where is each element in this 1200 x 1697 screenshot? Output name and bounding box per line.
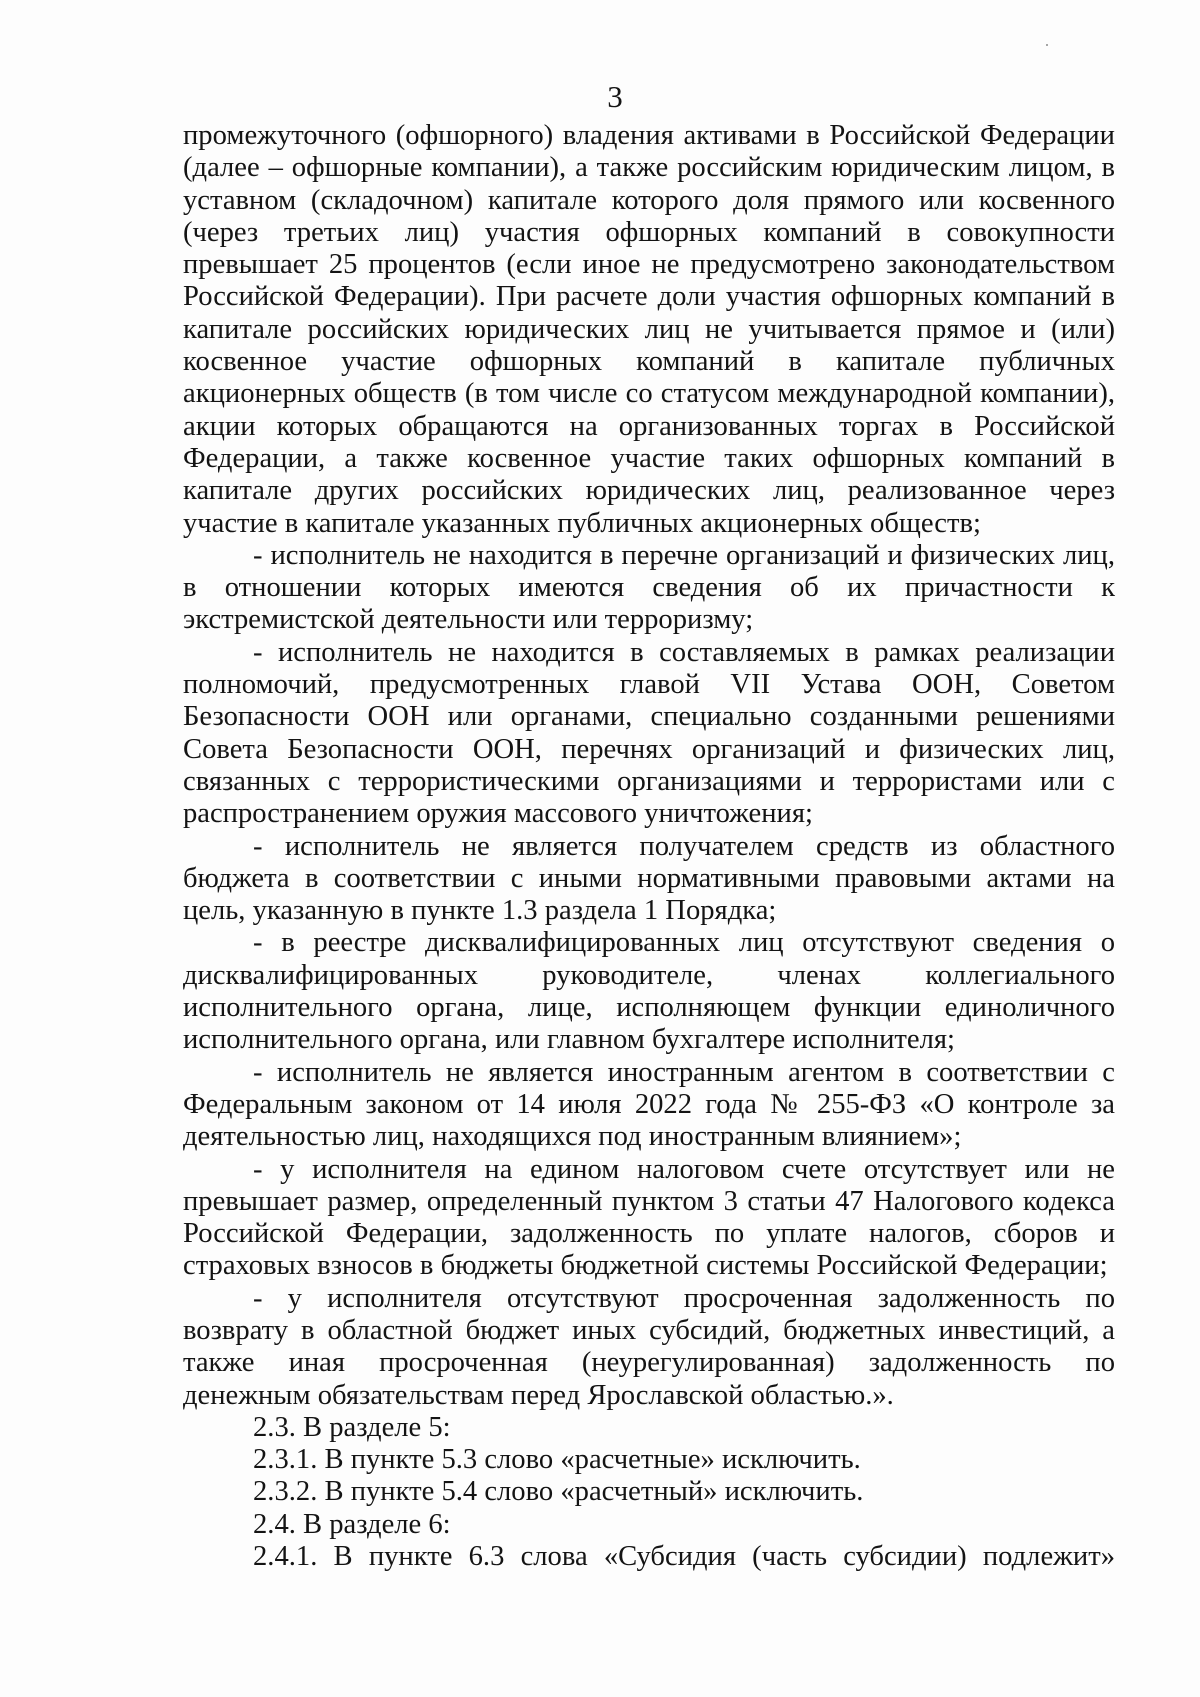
paragraph-offshore-definition: промежуточного (офшорного) владения активами в Российской Федерации (далее – офшорные компании), а также российским юридическим лицом, в уставном (складочном) капитале которого доля прямого или косвенного (через третьих лиц) участия офшорных компаний в совокупности превышает 25 процентов (если иное не предусмотрено законодательством Российской Федерации). При расчете доли участия офшорных компаний в капитале российских юридических лиц не учитывается прямое и (или) косвенное участие офшорных компаний в капитале публичных акционерных обществ (в том числе со статусом международной компании), акции которых обращаются на организованных торгах в Российской Федерации, а также косвенное участие таких офшорных компаний в капитале других российских юридических лиц, реализованное через участие в капитале указанных публичных акционерных обществ;: [183, 120, 1115, 539]
paragraph-point-5-4: 2.3.2. В пункте 5.4 слово «расчетный» исключить.: [253, 1476, 864, 1508]
paragraph-section-5: 2.3. В разделе 5:: [253, 1411, 451, 1443]
paragraph-section-6: 2.4. В разделе 6:: [253, 1508, 451, 1540]
paragraph-regional-budget-funds: - исполнитель не является получателем средств из областного бюджета в соответствии с иными нормативными правовыми актами на цель, указанную в пункте 1.3 раздела 1 Порядка;: [183, 830, 1115, 927]
paragraph-overdue-debt: - у исполнителя отсутствуют просроченная задолженность по возврату в областной бюджет иных субсидий, бюджетных инвестиций, а также иная просроченная (неурегулированная) задолженность по денежным обязательствам перед Ярославской областью.».: [183, 1282, 1115, 1411]
document-body: [183, 120, 1115, 1573]
paragraph-un-security-council-list: - исполнитель не находится в составляемых в рамках реализации полномочий, предусмотренных главой VII Устава ООН, Советом Безопасности ООН или органами, специально созданными решениями Совета Безопасности ООН, перечнях организаций и физических лиц, связанных с террористическими организациями и террористами или с распространением оружия массового уничтожения;: [183, 636, 1115, 830]
paragraph-tax-debt: - у исполнителя на едином налоговом счете отсутствует или не превышает размер, определенный пунктом 3 статьи 47 Налогового кодекса Российской Федерации, задолженность по уплате налогов, сборов и страховых взносов в бюджеты бюджетной системы Российской Федерации;: [183, 1153, 1115, 1282]
paragraph-point-5-3: 2.3.1. В пункте 5.3 слово «расчетные» исключить.: [253, 1444, 861, 1476]
paragraph-disqualified-persons: - в реестре дисквалифицированных лиц отсутствуют сведения о дисквалифицированных руководителе, членах коллегиального исполнительного органа, лице, исполняющем функции единоличного исполнительного органа, или главном бухгалтере исполнителя;: [183, 927, 1115, 1056]
paragraph-extremism-list: - исполнитель не находится в перечне организаций и физических лиц, в отношении которых имеются сведения об их причастности к экстремистской деятельности или терроризму;: [183, 539, 1115, 636]
paragraph-foreign-agent: - исполнитель не является иностранным агентом в соответствии с Федеральным законом от 14 июля 2022 года № 255-ФЗ «О контроле за деятельностью лиц, находящихся под иностранным влиянием»;: [183, 1056, 1115, 1153]
paragraph-point-6-3: 2.4.1. В пункте 6.3 слова «Субсидия (часть субсидии) подлежит»: [253, 1541, 1115, 1573]
scan-speck: [1046, 44, 1048, 46]
page-number: 3: [607, 79, 623, 114]
